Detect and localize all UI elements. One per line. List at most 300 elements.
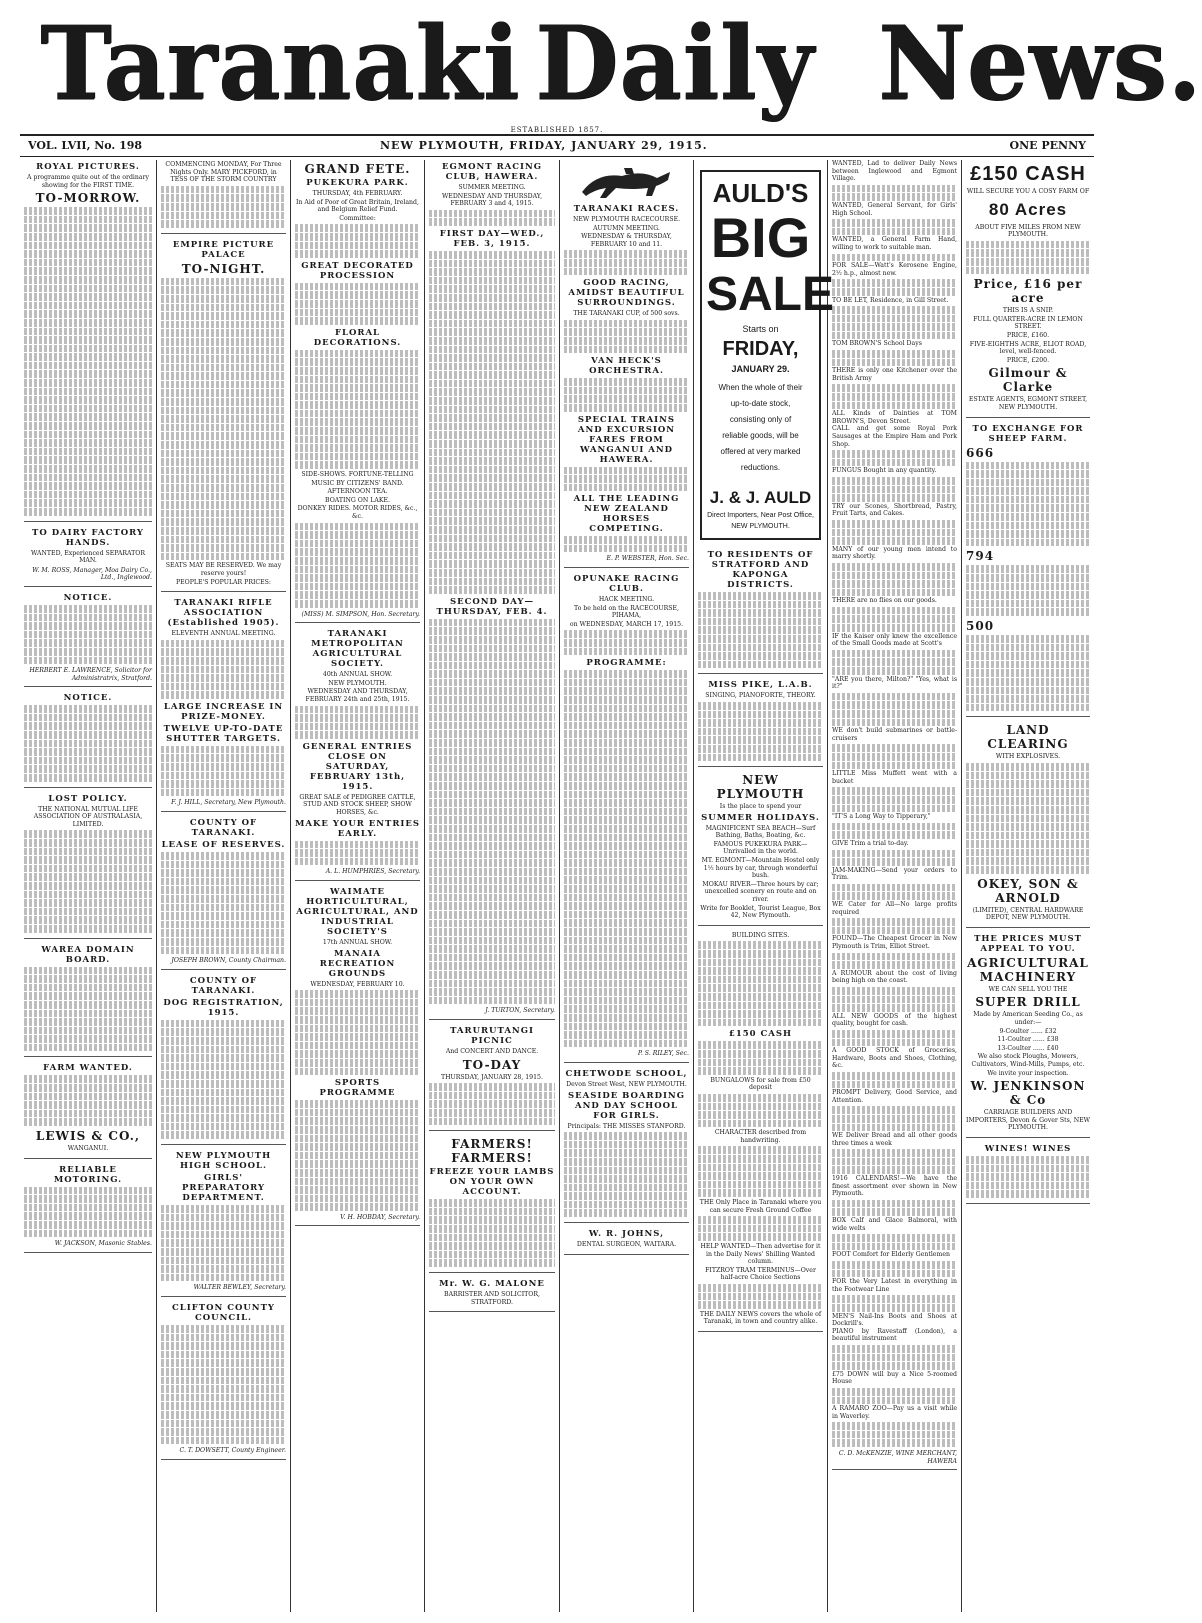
ad-text: ELEVENTH ANNUAL MEETING.: [171, 630, 276, 638]
body-text-block: [161, 186, 286, 229]
ad-text: FITZROY TRAM TERMINUS—Over half-acre Choice Sections: [705, 1266, 816, 1282]
body-text-block: [24, 967, 152, 1053]
classified-item: WE Cater for All—No large profits required: [832, 901, 957, 916]
classified-item: WANTED, a General Farm Hand, willing to work to suitable man.: [832, 236, 957, 251]
ad-text: WE CAN SELL YOU THE: [988, 985, 1068, 993]
classified-item: ALL NEW GOODS of the highest quality, bought for cash.: [832, 1012, 957, 1028]
ad-heading: MISS PIKE, L.A.B.: [708, 680, 813, 691]
ad-notice-1: [24, 593, 152, 687]
ad-signature: W. JACKSON, Masonic Stables.: [54, 1240, 152, 1248]
body-text-block: [429, 1083, 555, 1126]
ad-dairy-factory: [24, 528, 152, 587]
ad-text: A programme quite out of the ordinary showing for the FIRST TIME.: [26, 174, 150, 189]
ad-waimate-show: [295, 887, 420, 1226]
body-text-block: [295, 706, 420, 740]
ad-heading: GENERAL ENTRIES CLOSE ON SATURDAY, FEBRUARY 13th, 1915.: [302, 741, 413, 792]
ad-signature: J. TURTON, Secretary.: [485, 1007, 555, 1015]
classified-item: CALL and get some Royal Pork Sausages at the Empire Ham and Pork Shop.: [832, 425, 957, 448]
ad-signature: W. M. ROSS, Manager, Moa Dairy Co., Ltd., Inglewood.: [32, 566, 152, 582]
jj-auld-address: Direct Importers, Near Post Office, NEW PLYMOUTH.: [707, 512, 814, 530]
body-text-block: [564, 378, 689, 412]
classified-item: ALL Kinds of Dainties at TOM BROWN'S, Devon Street.: [832, 410, 957, 425]
ad-opunake-racing: [564, 574, 689, 1063]
classified-item: JAM-MAKING—Send your orders to Trim.: [832, 866, 957, 882]
body-text-block: [832, 254, 957, 263]
classified-item: PIANO by Ravestaff (London), a beautiful instrument: [832, 1327, 957, 1343]
body-text-block: [832, 987, 957, 1013]
body-text-block: [564, 670, 689, 1048]
ad-text: WEDNESDAY AND THURSDAY, FEBRUARY 24th and 25th, 1915.: [305, 688, 410, 703]
body-text-block: [832, 1030, 957, 1047]
ad-clifton-county: [161, 1303, 286, 1460]
column-2: [157, 160, 291, 1612]
body-text-block: [966, 565, 1090, 617]
price-row: 13-Coulter ...... £40: [997, 1044, 1059, 1052]
ad-heading: TARURUTANGI PICNIC: [450, 1026, 534, 1047]
body-text-block: [429, 251, 555, 595]
ad-text: WITH EXPLOSIVES.: [995, 753, 1061, 761]
ad-signature: P. S. RILEY, Sec.: [637, 1050, 689, 1058]
body-text-block: [24, 1075, 152, 1127]
ad-text: In Aid of Poor of Great Britain, Ireland, and Belgium Relief Fund.: [296, 198, 419, 214]
classified-item: BOX Calf and Glace Balmoral, with wide welts: [832, 1217, 957, 1232]
ad-signature: V. H. HOBDAY, Secretary.: [340, 1213, 420, 1221]
ad-aulds-big-sale: [700, 170, 835, 540]
body-text-block: [295, 523, 420, 609]
ad-heading: LAND CLEARING: [987, 723, 1069, 752]
ad-text: ABOUT FIVE MILES FROM NEW PLYMOUTH.: [975, 223, 1081, 239]
ad-heading: £150 CASH: [728, 1029, 793, 1040]
body-text-block: [966, 241, 1090, 275]
ad-text: BUNGALOWS for sale from £50 deposit: [710, 1076, 811, 1092]
ad-heading: NEW PLYMOUTH: [716, 773, 805, 802]
body-text-block: [832, 1200, 957, 1217]
ad-text: NEW PLYMOUTH.: [328, 679, 387, 687]
classified-item: MEN'S Nail-Ins Boots and Shoes at Dockrill's.: [832, 1312, 957, 1328]
ad-johns-dental: [564, 1229, 689, 1255]
column-5: [560, 160, 694, 1612]
ad-tarurutangi-picnic: [429, 1026, 555, 1131]
body-text-block: [161, 278, 286, 562]
ad-number: 666: [966, 445, 995, 460]
ad-signature: C. D. McKENZIE, WINE MERCHANT, HAWERA: [838, 1450, 957, 1465]
ad-heading: TO-NIGHT.: [181, 261, 266, 276]
ad-text: We invite your inspection.: [987, 1069, 1069, 1077]
masthead-word-news: News.: [878, 4, 1202, 123]
body-text-block: [832, 884, 957, 901]
ad-text: BUILDING SITES.: [731, 931, 790, 939]
ad-text: NEW PLYMOUTH RACECOURSE.: [572, 216, 681, 223]
body-text-block: [698, 1041, 823, 1075]
ad-text: THE TARANAKI CUP, of 500 sovs.: [573, 310, 680, 318]
ad-heading: COUNTY OF TARANAKI.: [189, 975, 258, 996]
body-text-block: [24, 705, 152, 782]
body-text-block: [564, 536, 689, 553]
ad-heading: Price, £16 per acre: [973, 277, 1083, 306]
classified-item: IF the Kaiser only knew the excellence of the Small Goods made at Scott's: [832, 632, 957, 648]
ad-text: THURSDAY, 4th FEBRUARY.: [312, 190, 403, 197]
body-text-block: [698, 592, 823, 669]
classified-item: A RUMOUR about the cost of living being high on the coast.: [832, 969, 957, 985]
ad-classifieds-7: [832, 160, 957, 1470]
body-text-block: [832, 1072, 957, 1089]
body-text-block: [832, 306, 957, 340]
ad-text: HELP WANTED—Then advertise for it in the Daily News' Shilling Wanted column.: [700, 1243, 821, 1266]
body-text-block: [832, 1295, 957, 1312]
ad-text: WEDNESDAY & THURSDAY, FEBRUARY 10 and 11.: [581, 233, 672, 248]
jj-auld-name: J. & J. AULD: [709, 488, 812, 507]
body-text-block: [832, 1106, 957, 1132]
price-row: 9-Coulter ...... £32: [999, 1027, 1057, 1035]
body-text-block: [161, 1020, 286, 1140]
classified-item: THERE is only one Kitchener over the British Army: [832, 367, 957, 382]
ad-taranaki-races: [564, 162, 689, 568]
body-text-block: [295, 350, 420, 470]
sale-description: When the whole of their up-to-date stock, consisting only of reliable goods, will be offered at very marked reductions.: [718, 383, 803, 472]
ad-mary-pickford: [161, 161, 286, 234]
ad-signature: A. L. HUMPHRIES, Secretary.: [325, 868, 420, 876]
ad-heading: GIRLS' PREPARATORY DEPARTMENT.: [181, 1173, 266, 1204]
ad-text: SUMMER MEETING.: [458, 184, 526, 191]
classified-item: GIVE Trim a trial to-day.: [832, 839, 909, 847]
ad-dog-registration: [161, 976, 286, 1145]
ad-text: DENTAL SURGEON, WAITARA.: [576, 1241, 677, 1249]
ad-miss-pike: [698, 680, 823, 767]
ad-150-cash-farm: [966, 162, 1090, 418]
body-text-block: [832, 1422, 957, 1448]
volume-number: VOL. LVII, No. 198: [28, 139, 143, 152]
body-text-block: [832, 787, 957, 813]
ad-heading: LEASE OF RESERVES.: [161, 840, 286, 851]
ad-exchange-sheep-farm: [966, 424, 1090, 718]
ad-heading: TO-MORROW.: [35, 191, 141, 206]
ad-text: BARRISTER AND SOLICITOR, STRATFORD.: [444, 1290, 540, 1306]
ad-heading: VAN HECK'S ORCHESTRA.: [589, 356, 664, 377]
ad-text: We also stock Ploughs, Mowers, Cultivators, Wind-Mills, Pumps, etc.: [971, 1053, 1085, 1068]
ad-text: Made by American Seeding Co., as under:—: [973, 1011, 1083, 1027]
ad-notice-2: [24, 693, 152, 787]
ad-text: MT. EGMONT—Mountain Hostel only 1½ hours by car, through wonderful bush.: [701, 857, 820, 880]
ad-text: Is the place to spend your: [719, 803, 802, 811]
ad-text: PEOPLE'S POPULAR PRICES:: [176, 578, 271, 586]
ad-rifle-association: [161, 598, 286, 812]
ad-heading: CHETWODE SCHOOL,: [565, 1068, 688, 1079]
ad-farmers-freeze: [429, 1137, 555, 1273]
ad-text: FIVE-EIGHTHS ACRE, ELIOT ROAD, level, well-fenced.: [969, 340, 1087, 356]
classified-item: FOOT Comfort for Elderly Gentlemen: [832, 1251, 950, 1259]
ad-text: 40th ANNUAL SHOW.: [322, 671, 393, 679]
ad-signature: E. P. WEBSTER, Hon. Sec.: [606, 555, 689, 563]
body-text-block: [429, 1199, 555, 1268]
body-text-block: [832, 563, 957, 597]
ad-heading: ALL THE LEADING NEW ZEALAND HORSES COMPETING.: [573, 494, 680, 535]
body-text-block: [966, 1156, 1090, 1199]
ad-text: DONKEY RIDES. MOTOR RIDES, &c., &c.: [297, 505, 418, 520]
body-text-block: [564, 467, 689, 493]
ad-text: FAMOUS PUKEKURA PARK—Unrivalled in the world.: [713, 840, 808, 856]
ad-text: PRICE, £160.: [1006, 331, 1050, 339]
body-text-block: [832, 823, 957, 840]
ad-classifieds-6: [698, 932, 823, 1332]
column-8: [962, 160, 1094, 1612]
ad-heading: TO EXCHANGE FOR SHEEP FARM.: [972, 423, 1084, 444]
ad-text: THURSDAY, JANUARY 28, 1915.: [441, 1073, 543, 1081]
ad-text: SEATS MAY BE RESERVED. We may reserve yours!: [165, 562, 282, 577]
classified-item: A RAMARO ZOO—Pay us a visit while in Waverley.: [832, 1405, 957, 1420]
body-text-block: [832, 1345, 957, 1371]
ad-text: COMMENCING MONDAY, For Three Nights Only. MARY PICKFORD, in TESS OF THE STORM COUNTRY: [165, 161, 282, 184]
ad-reliable-motoring: [24, 1165, 152, 1253]
sale-day: FRIDAY,: [722, 338, 799, 360]
ad-heading: FREEZE YOUR LAMBS ON YOUR OWN ACCOUNT.: [429, 1167, 555, 1198]
column-6: [694, 160, 835, 1612]
ad-text: And CONCERT AND DANCE.: [445, 1048, 539, 1056]
ad-text: Committee:: [339, 214, 376, 222]
ad-text: SINGING, PIANOFORTE, THEORY.: [705, 692, 816, 700]
classified-item: £75 DOWN will buy a Nice 5-roomed House: [832, 1370, 957, 1386]
ad-text: AUTUMN MEETING.: [593, 224, 660, 232]
classified-item: FUNGUS Bought in any quantity.: [832, 467, 937, 475]
ad-royal-pictures: [24, 162, 152, 522]
ad-text: on WEDNESDAY, MARCH 17, 1915.: [569, 620, 684, 628]
ad-heading: WAREA DOMAIN BOARD.: [41, 944, 135, 965]
ad-text: WEDNESDAY AND THURSDAY, FEBRUARY 3 and 4, 1915.: [441, 192, 543, 208]
ad-heading: SPORTS PROGRAMME: [319, 1078, 396, 1099]
ad-heading: GOOD RACING, AMIDST BEAUTIFUL SURROUNDINGS.: [568, 278, 685, 309]
ad-text: FULL QUARTER-ACRE IN LEMON STREET.: [973, 315, 1083, 331]
ad-text: WEDNESDAY, FEBRUARY 10.: [310, 980, 405, 988]
classified-item: WANTED, General Servant, for Girls' High School.: [832, 201, 957, 217]
ad-heading: TARANAKI RACES.: [573, 204, 680, 214]
ad-heading: FIRST DAY—WED., FEB. 3, 1915.: [439, 228, 545, 249]
ad-text: GREAT SALE of PEDIGREE CATTLE, STUD AND STOCK SHEEP, SHOW HORSES, &c.: [299, 793, 416, 817]
ad-heading: OKEY, SON & ARNOLD: [977, 876, 1079, 905]
ad-heading: FARMERS! FARMERS!: [451, 1137, 533, 1166]
ad-heading: PUKEKURA PARK.: [306, 178, 409, 188]
classified-item: MANY of our young men intend to marry shortly.: [832, 545, 957, 561]
ad-text: SIDE-SHOWS. FORTUNE-TELLING: [301, 471, 414, 479]
ad-heading: LARGE INCREASE IN PRIZE-MONEY.: [163, 701, 284, 722]
ad-heading: TARANAKI RIFLE ASSOCIATION (Established 1905).: [167, 598, 280, 629]
ad-text: BOATING ON LAKE.: [325, 496, 390, 504]
sale-heading: SALE: [706, 268, 835, 321]
body-text-block: [161, 1325, 286, 1445]
ad-heading: TO-DAY: [462, 1057, 522, 1072]
body-text-block: [832, 279, 957, 296]
ad-text: (LIMITED), CENTRAL HARDWARE DEPOT, NEW PLYMOUTH.: [972, 906, 1084, 922]
body-text-block: [832, 219, 957, 236]
price-row: 11-Coulter ...... £38: [997, 1036, 1059, 1044]
body-text-block: [698, 1094, 823, 1128]
body-text-block: [24, 207, 152, 516]
ad-heading: LOST POLICY.: [48, 793, 128, 804]
body-text-block: [832, 450, 957, 467]
ad-heading: MAKE YOUR ENTRIES EARLY.: [295, 818, 420, 839]
body-text-block: [295, 224, 420, 258]
ad-text: WANTED, Experienced SEPARATOR MAN.: [31, 549, 145, 565]
body-text-block: [161, 852, 286, 955]
column-7: [828, 160, 962, 1612]
body-text-block: [966, 763, 1090, 875]
ad-heading: SECOND DAY—THURSDAY, FEB. 4.: [436, 596, 548, 617]
body-text-block: [832, 693, 957, 727]
ad-text: THE NATIONAL MUTUAL LIFE ASSOCIATION OF AUSTRALASIA, LIMITED.: [33, 805, 143, 828]
ad-heading: NOTICE.: [63, 592, 113, 603]
classified-item: WE Deliver Bread and all other goods three times a week: [832, 1132, 957, 1147]
body-text-block: [698, 1146, 823, 1198]
racehorse-illustration: [572, 162, 682, 202]
ad-grand-fete: [295, 162, 420, 623]
ad-heading: 80 Acres: [988, 199, 1068, 219]
ad-heading: GREAT DECORATED PROCESSION: [301, 260, 414, 281]
ad-text: Principals: THE MISSES STANFORD.: [567, 1122, 686, 1130]
ad-text: To be held on the RACECOURSE, PIHAMA,: [573, 604, 680, 620]
ad-malone: [429, 1279, 555, 1312]
ad-signature: C. T. DOWSETT, County Engineer.: [179, 1447, 286, 1455]
classified-item: WANTED, Lad to deliver Daily News between Inglewood and Egmont Village.: [832, 160, 957, 183]
ad-heading: WINES! WINES: [984, 1143, 1072, 1154]
classified-item: TO BE LET, Residence, in Gill Street.: [832, 296, 949, 304]
ad-heading: OPUNAKE RACING CLUB.: [573, 574, 680, 595]
ad-heading: W. JENKINSON & Co: [970, 1079, 1086, 1108]
ad-heading: LEWIS & CO.,: [35, 1129, 141, 1144]
ad-signature: JOSEPH BROWN, County Chairman.: [171, 957, 286, 965]
ad-egmont-racing: [429, 162, 555, 1020]
ad-text: CHARACTER described from handwriting.: [714, 1129, 807, 1144]
ad-land-clearing: [966, 723, 1090, 928]
ad-heading: MANAIA RECREATION GROUNDS: [319, 948, 396, 979]
ad-wines: [966, 1144, 1090, 1204]
masthead-word-daily: Daily: [535, 4, 815, 123]
ad-empire-picture-palace: [161, 240, 286, 592]
body-text-block: [832, 185, 957, 202]
body-text-block: [832, 477, 957, 503]
column-1: [20, 160, 157, 1612]
body-text-block: [295, 841, 420, 867]
ad-heading: TO RESIDENTS OF STRATFORD AND KAPONGA DISTRICTS.: [707, 550, 814, 590]
ad-heading: TWELVE UP-TO-DATE SHUTTER TARGETS.: [163, 723, 284, 744]
ad-text: AFTERNOON TEA.: [327, 488, 388, 496]
ad-warea-domain: [24, 945, 152, 1058]
ad-heading: CLIFTON COUNTY COUNCIL.: [172, 1303, 275, 1323]
classified-item: FOR the Very Latest in everything in the Footwear Line: [832, 1278, 957, 1293]
body-text-block: [24, 830, 152, 933]
ad-heading: SEASIDE BOARDING AND DAY SCHOOL FOR GIRLS.: [568, 1090, 685, 1121]
ad-text: WILL SECURE YOU A COSY FARM OF: [966, 188, 1090, 195]
ad-heading: FLORAL DECORATIONS.: [313, 327, 402, 348]
ad-metropolitan-show: [295, 629, 420, 881]
ad-text: PRICE, £200.: [1006, 356, 1050, 364]
body-text-block: [564, 630, 689, 656]
body-text-block: [564, 1132, 689, 1218]
body-text-block: [564, 320, 689, 354]
column-4: [425, 160, 560, 1612]
price: ONE PENNY: [1009, 139, 1086, 152]
ad-heading: SUPER DRILL: [975, 995, 1081, 1010]
body-text-block: [295, 990, 420, 1076]
ad-agricultural-machinery: [966, 934, 1090, 1138]
big-heading: BIG: [710, 206, 811, 269]
ad-heading: PROGRAMME:: [586, 658, 667, 669]
body-text-block: [429, 619, 555, 1006]
ad-heading: COUNTY OF TARANAKI.: [189, 818, 258, 839]
classified-item: "IT'S a Long Way to Tipperary,": [832, 813, 931, 821]
ad-signature: WALTER BEWLEY, Secretary.: [193, 1284, 286, 1292]
ad-heading: THE PRICES MUST APPEAL TO YOU.: [974, 933, 1082, 954]
ad-heading: W. R. JOHNS,: [588, 1229, 665, 1240]
ad-text: CARRIAGE BUILDERS AND IMPORTERS, Devon & Gover Sts, NEW PLYMOUTH.: [966, 1109, 1090, 1132]
ad-text: Devon Street West, NEW PLYMOUTH.: [566, 1080, 687, 1088]
body-text-block: [966, 635, 1090, 712]
body-text-block: [832, 384, 957, 410]
body-text-block: [832, 607, 957, 633]
sale-date: JANUARY 29.: [731, 364, 790, 374]
ad-text: ESTATE AGENTS, EGMONT STREET, NEW PLYMOUTH.: [968, 396, 1088, 411]
body-text-block: [698, 1284, 823, 1310]
ad-heading: DOG REGISTRATION, 1915.: [163, 997, 284, 1018]
ad-heading: SUMMER HOLIDAYS.: [701, 812, 820, 823]
classified-item: TRY our Scones, Shortbread, Pastry, Fruit Tarts, and Cakes.: [832, 502, 957, 518]
classified-item: TOM BROWN'S School Days: [832, 340, 922, 348]
body-text-block: [832, 350, 957, 367]
ad-number: 500: [966, 619, 995, 633]
ad-lost-policy: [24, 794, 152, 939]
body-text-block: [832, 520, 957, 546]
ad-heading: AGRICULTURAL MACHINERY: [967, 955, 1089, 984]
body-text-block: [832, 650, 957, 676]
body-text-block: [832, 1234, 957, 1251]
column-3: [291, 160, 425, 1612]
classified-item: 1916 CALENDARS!—We have the finest assortment ever shown in New Plymouth.: [832, 1175, 957, 1198]
starts-on: Starts on: [742, 324, 779, 334]
body-text-block: [832, 1149, 957, 1175]
ad-heading: RELIABLE MOTORING.: [53, 1164, 123, 1185]
ad-text: 17th ANNUAL SHOW.: [322, 939, 393, 947]
ad-stratford-residents: [698, 550, 823, 674]
body-text-block: [429, 210, 555, 227]
body-text-block: [698, 702, 823, 762]
ad-text: Write for Booklet, Tourist League, Box 42, New Plymouth.: [700, 904, 821, 920]
ad-high-school: [161, 1151, 286, 1297]
body-text-block: [295, 1100, 420, 1212]
dateline: [20, 134, 1094, 157]
ad-chetwode-school: [564, 1069, 689, 1223]
classified-item: FOR SALE—Watt's Kerosene Engine, 2½ h.p., almost new.: [832, 262, 957, 277]
body-text-block: [832, 850, 957, 867]
ad-heading: WAIMATE HORTICULTURAL, AGRICULTURAL, AND INDUSTRIAL SOCIETY'S: [296, 887, 419, 938]
body-text-block: [832, 953, 957, 970]
body-text-block: [832, 918, 957, 935]
ad-text: THIS IS A SNIP.: [1002, 307, 1054, 315]
ad-heading: SPECIAL TRAINS AND EXCURSION FARES FROM WANGANUI AND HAWERA.: [577, 414, 676, 465]
ad-text: MUSIC BY CITIZENS' BAND.: [311, 479, 404, 487]
aulds-heading: AULD'S: [712, 178, 809, 208]
ad-number: 794: [966, 549, 995, 564]
ad-text: THE DAILY NEWS covers the whole of Taranaki, in town and country alike.: [699, 1310, 822, 1326]
advertisement-columns: [20, 160, 1094, 1612]
ad-heading: ROYAL PICTURES.: [36, 162, 140, 172]
body-text-block: [24, 605, 152, 665]
body-text-block: [295, 283, 420, 326]
ad-heading: NEW PLYMOUTH HIGH SCHOOL.: [175, 1151, 272, 1172]
ad-farm-wanted: [24, 1063, 152, 1158]
ad-signature: HERBERT E. LAWRENCE, Solicitor for Administratrix, Stratford.: [29, 667, 152, 682]
ad-heading: NOTICE.: [63, 693, 113, 704]
ad-heading: EGMONT RACING CLUB, HAWERA.: [441, 162, 543, 182]
classified-item: WE don't build submarines or battle-cruisers: [832, 727, 957, 742]
ad-heading: TARANAKI METROPOLITAN AGRICULTURAL SOCIETY.: [311, 629, 404, 670]
ad-text: MAGNIFICENT SEA BEACH—Surf Bathing, Baths, Boating, &c.: [705, 824, 816, 840]
